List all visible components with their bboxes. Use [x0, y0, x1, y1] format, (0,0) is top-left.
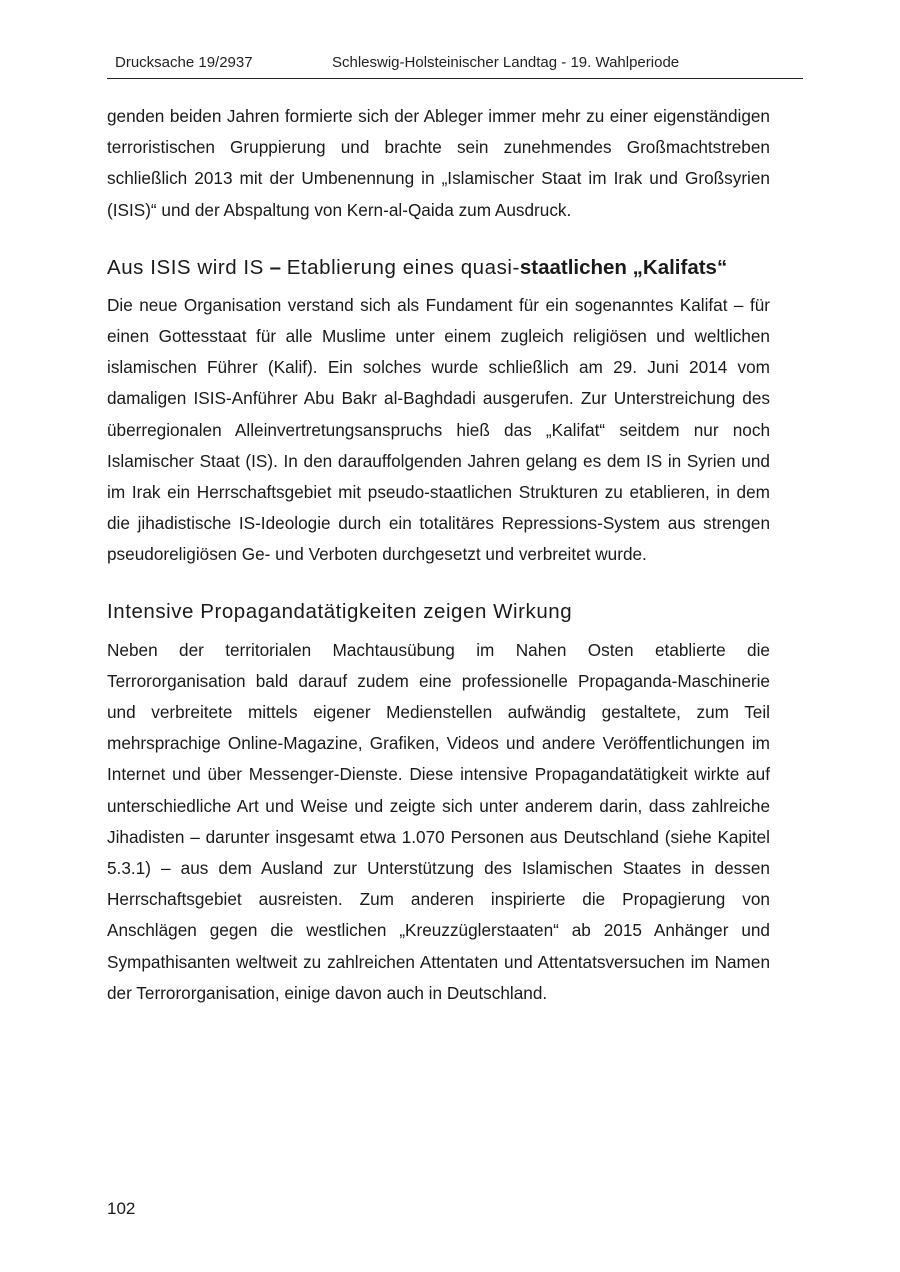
heading-part-kalifats: staatlichen „Kalifats“ [519, 255, 728, 279]
heading-part-etablierung: Etablierung eines quasi- [286, 255, 520, 279]
heading-dash: – [263, 255, 287, 279]
intro-paragraph: genden beiden Jahren formierte sich der Ableger immer mehr zu einer eigenständigen terroristischen Gruppierung und brachte sein zunehmendes Großmachtstreben schließlich 2013 mit der Umbenennung in „Islamischer Staat im Irak und Großsyrien (ISIS)“ und der Abspaltung von Kern-al-Qaida zum Ausdruck. [107, 106, 770, 220]
section-heading-propaganda: Intensive Propagandatätigkeiten zeigen Wirkung [107, 599, 573, 623]
heading-part-isis: Aus ISIS wird IS [107, 255, 264, 279]
page-content [107, 101, 770, 1009]
page-number: 102 [107, 1199, 136, 1218]
page-header [107, 52, 803, 79]
document-number: Drucksache 19/2937 [115, 54, 253, 71]
propaganda-paragraph: Neben der territorialen Machtausübung im Nahen Osten etablierte die Terrororganisation bald darauf zudem eine professionelle Propaganda-Maschinerie und verbreitete mittels eigener Medienstellen aufwändig gestaltete, zum Teil mehrsprachige Online-Magazine, Grafiken, Videos und andere Veröffentlichungen im Internet und über Messenger-Dienste. Diese intensive Propagandatätigkeit wirkte auf unterschiedliche Art und Weise und zeigte sich unter anderem darin, dass zahlreiche Jihadisten – darunter insgesamt etwa 1.070 Personen aus Deutschland (siehe Kapitel 5.3.1) – aus dem Ausland zur Unterstützung des Islamischen Staates in dessen Herrschaftsgebiet ausreisten. Zum anderen inspirierte die Propagierung von Anschlägen gegen die westlichen „Kreuzzüglerstaaten“ ab 2015 Anhänger und Sympathisanten weltweit zu zahlreichen Attentaten und Attentatsversuchen im Namen der Terrororganisation, einige davon auch in Deutschland. [107, 639, 770, 1003]
parliament-title: Schleswig-Holsteinischer Landtag - 19. Wahlperiode [332, 54, 680, 71]
section-heading-kalifat [107, 254, 770, 282]
kalifat-paragraph: Die neue Organisation verstand sich als Fundament für ein sogenanntes Kalifat – für einen Gottesstaat für alle Muslime unter einem zugleich religiösen und weltlichen islamischen Führer (Kalif). Ein solches wurde schließlich am 29. Juni 2014 vom damaligen ISIS-Anführer Abu Bakr al-Baghdadi ausgerufen. Zur Unterstreichung des überregionalen Alleinvertretungsanspruchs hieß das „Kalifat“ seitdem nur noch Islamischer Staat (IS). In den darauffolgenden Jahren gelang es dem IS in Syrien und im Irak ein Herrschaftsgebiet mit pseudo-staatlichen Strukturen zu etablieren, in dem die jihadistische IS-Ideologie durch ein totalitäres Repressions-System aus strengen pseudoreligiösen Ge- und Verboten durchgesetzt und verbreitet wurde. [107, 294, 770, 565]
